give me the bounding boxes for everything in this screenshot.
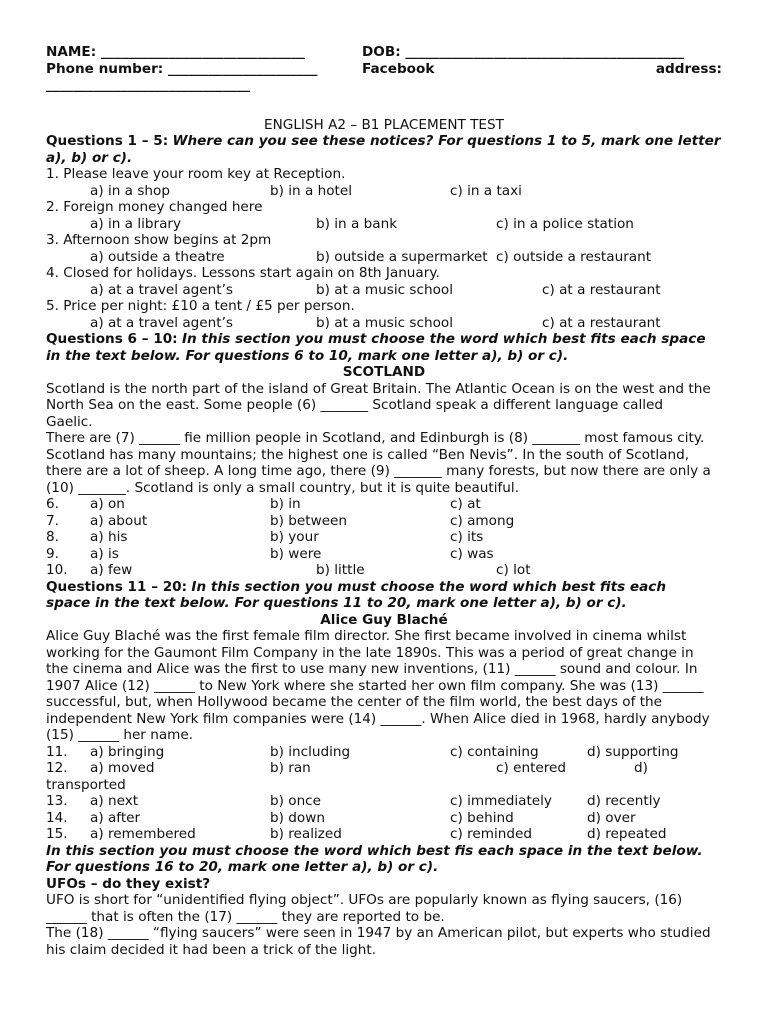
alice-text-line: (15) ______ her name. — [46, 727, 194, 743]
option-c[interactable]: c) was — [450, 545, 494, 562]
option-c[interactable]: c) in a police station — [496, 215, 634, 232]
question-9: 9. a) is b) were c) was — [46, 545, 494, 562]
ufo-text-line: The (18) ______ “flying saucers” were seen in 1947 by an American pilot, but experts who studied — [46, 925, 711, 941]
alice-text-line: independent New York film companies were (14) ______. When Alice died in 1968, hardly anybody — [46, 710, 710, 727]
alice-text-line: Alice Guy Blaché was the first female film director. She first became involved in cinema whilst — [46, 628, 687, 644]
question-3: 3. Afternoon show begins at 2pm — [46, 232, 272, 248]
option-a[interactable]: a) at a travel agent’s — [90, 281, 234, 298]
address-label: address: — [655, 60, 722, 77]
option-c[interactable]: c) at a restaurant — [542, 281, 661, 298]
question-1-options — [46, 183, 722, 200]
section4-instructions: In this section you must choose the word which best fis each space in the text below. — [46, 842, 703, 859]
option-a[interactable]: a) in a shop — [90, 182, 170, 199]
option-a[interactable]: a) moved — [90, 760, 155, 776]
option-b[interactable]: b) in a hotel — [270, 182, 353, 199]
question-12-wrap: transported — [46, 776, 126, 793]
scotland-text-line: North Sea on the east. Some people (6) _______ Scotland speak a different language called — [46, 397, 664, 413]
option-b[interactable]: b) were — [270, 545, 322, 562]
section2-instructions: Questions 6 – 10: In this section you must choose the word which best fits each space — [46, 331, 706, 347]
scotland-text-line: Scotland has many mountains; the highest one is called “Ben Nevis”. In the south of Scotland, — [46, 446, 690, 463]
question-4: 4. Closed for holidays. Lessons start again on 8th January. — [46, 265, 440, 281]
question-8: 8. a) his b) your c) its — [46, 529, 484, 545]
option-c[interactable]: c) lot — [496, 562, 531, 578]
option-c[interactable]: c) containing — [450, 743, 539, 760]
option-b[interactable]: b) little — [316, 562, 365, 578]
option-a[interactable]: a) about — [90, 512, 148, 529]
question-10: 10. a) few b) little c) lot — [46, 562, 531, 578]
option-a[interactable]: a) his — [90, 529, 128, 545]
ufo-text-line: UFO is short for “unidentified flying object”. UFOs are popularly known as flying saucers, (16) — [46, 892, 683, 908]
option-c[interactable]: c) its — [450, 529, 484, 545]
question-2-options — [46, 216, 722, 233]
alice-text-line: the cinema and Alice was the first to use many new inventions, (11) ______ sound and colour. In — [46, 661, 698, 677]
option-a[interactable]: a) next — [90, 793, 139, 809]
option-a[interactable]: a) is — [90, 545, 119, 562]
question-14: 14. a) after b) down c) behind d) over — [46, 809, 636, 826]
scotland-text-line: (10) _______. Scotland is only a small country, but it is quite beautiful. — [46, 479, 520, 496]
scotland-text-line: there are a lot of sheep. A long time ago, there (9) _______ many forests, but now there are only a — [46, 463, 711, 479]
ufo-text-line: ______ that is often the (17) ______ they are reported to be. — [46, 908, 445, 925]
option-c[interactable]: c) entered — [496, 760, 567, 776]
test-title: ENGLISH A2 – B1 PLACEMENT TEST — [264, 116, 504, 133]
question-4-options — [46, 282, 722, 299]
scotland-text-line: Scotland is the north part of the island of Great Britain. The Atlantic Ocean is on the west and the — [46, 380, 711, 397]
ufo-title: UFOs – do they exist? — [46, 875, 211, 892]
option-c[interactable]: c) behind — [450, 809, 514, 826]
address-field[interactable]: ______________________________ — [46, 77, 250, 93]
alice-text-line: 1907 Alice (12) ______ to New York where she started her own film company. She was (13) ______ — [46, 677, 704, 694]
option-d[interactable]: d) supporting — [587, 743, 679, 760]
option-a[interactable]: a) bringing — [90, 743, 165, 760]
ufo-text-line: his claim decided it had been a trick of the light. — [46, 941, 377, 958]
option-b[interactable]: b) including — [270, 743, 351, 760]
option-b[interactable]: b) between — [270, 512, 348, 529]
alice-text-line: working for the Gaumont Film Company in the late 1890s. This was a period of great change in — [46, 644, 694, 661]
question-15: 15. a) remembered b) realized c) reminded d) repeated — [46, 826, 667, 842]
option-a[interactable]: a) after — [90, 809, 141, 826]
option-c[interactable]: c) at — [450, 496, 481, 512]
alice-text-line: successful, but, when Hollywood became the center of the film world, the best days of the — [46, 694, 663, 710]
section1-instructions: Questions 1 – 5: Where can you see these notices? For questions 1 to 5, mark one letter — [46, 133, 721, 149]
option-b[interactable]: b) realized — [270, 826, 342, 842]
scotland-text-line: Gaelic. — [46, 413, 93, 430]
option-b[interactable]: b) in a bank — [316, 215, 398, 232]
option-a[interactable]: a) few — [90, 562, 133, 578]
option-b[interactable]: b) outside a supermarket — [316, 248, 488, 265]
option-d[interactable]: d) recently — [587, 793, 661, 809]
option-a[interactable]: a) on — [90, 496, 125, 512]
question-5-options — [46, 315, 722, 332]
dob-field[interactable]: DOB: _________________________________________ — [362, 44, 685, 60]
option-c[interactable]: c) outside a restaurant — [496, 248, 652, 265]
facebook-label: Facebook — [362, 60, 435, 77]
option-b[interactable]: b) your — [270, 529, 319, 545]
question-7: 7. a) about b) between c) among — [46, 512, 515, 529]
option-a[interactable]: a) outside a theatre — [90, 248, 225, 265]
name-field[interactable]: NAME: ______________________________ — [46, 44, 305, 60]
section3-instructions: Questions 11 – 20: In this section you must choose the word which best fits each — [46, 578, 667, 595]
option-d[interactable]: d) — [634, 760, 648, 776]
question-1: 1. Please leave your room key at Reception. — [46, 166, 346, 182]
option-b[interactable]: b) down — [270, 809, 325, 826]
question-2: 2. Foreign money changed here — [46, 199, 263, 215]
phone-field[interactable]: Phone number: ______________________ — [46, 60, 318, 77]
option-c[interactable]: c) in a taxi — [450, 182, 522, 199]
option-a[interactable]: a) in a library — [90, 215, 182, 232]
question-6: 6. a) on b) in c) at — [46, 496, 481, 512]
option-b[interactable]: b) once — [270, 793, 322, 809]
question-12: 12. a) moved b) ran c) entered d) — [46, 760, 648, 776]
question-13: 13. a) next b) once c) immediately d) recently — [46, 793, 661, 809]
option-b[interactable]: b) at a music school — [316, 281, 453, 298]
option-a[interactable]: a) at a travel agent’s — [90, 314, 234, 331]
option-c[interactable]: c) at a restaurant — [542, 314, 661, 331]
question-3-options — [46, 249, 722, 266]
option-c[interactable]: c) immediately — [450, 793, 552, 809]
option-a[interactable]: a) remembered — [90, 826, 196, 842]
question-5: 5. Price per night: £10 a tent / £5 per person. — [46, 298, 355, 314]
question-11: 11. a) bringing b) including c) containing d) supporting — [46, 743, 679, 760]
option-b[interactable]: b) in — [270, 496, 301, 512]
scotland-text-line: There are (7) ______ fie million people in Scotland, and Edinburgh is (8) _______ most famous city. — [46, 430, 705, 446]
option-d[interactable]: d) repeated — [587, 826, 667, 842]
worksheet-page: NAME: ______________________________ DOB: _________________________________________ Phone number: ______________________ Facebook address: ______________________________ ENGLISH A2 – B1 PLACEMENT TEST Questions 1 – 5: Where can you see these notices? For questions 1 to 5, mark one letter a), b) or c). 1. Please leave your room key at Reception. a) in a shop b) in a hotel c) in a taxi 2. Foreign money changed here a) in a library b) in a bank c) in a police station 3. Afternoon show begins at 2pm a) outside a theatre b) outside a supermarket c) outside a restaurant 4. Closed for holidays. Lessons start again on 8th January. a) at a travel agent’s b) at a music school c) at a restaurant 5. Price per night: £10 a tent / £5 per person. a) at a travel agent’s b) at a music school c) at a restaurant Questions 6 – 10: In this section you must choose the word which best fits each space in the text below. For questions 6 to 10, mark one letter a), b) or c). SCOTLAND Scotland is the north part of the island of Great Britain. The Atlantic Ocean is on the west and the North Sea on the east. Some people (6) _______ Scotland speak a different language called Gaelic. There are (7) ______ fie million people in Scotland, and Edinburgh is (8) _______ most famous city. Scotland has many mountains; the highest one is called “Ben Nevis”. In the south of Scotland, there are a lot of sheep. A long time ago, there (9) _______ many forests, but now there are only a (10) _______. Scotland is only a small country, but it is quite beautiful. 6. a) on b) in c) at 7. a) about b) between c) among 8. a) his b) your c) its 9. a) is b) were c) was 10. a) few b) little c) lot Questions 11 – 20: In this section you must choose the word which best fits each space in the text below. For questions 11 to 20, mark one letter a), b) or c). Alice Guy Blaché Alice Guy Blaché was the first female film director. She first became involved in cinema whilst working for the Gaumont Film Company in the late 1890s. This was a period of great change in the cinema and Alice was the first to use many new inventions, (11) ______ sound and colour. In 1907 Alice (12) ______ to New York where she started her own film company. She was (13) ______ successful, but, when Hollywood became the center of the film world, the best days of the independent New York film companies were (14) ______. When Alice died in 1968, hardly anybody (15) ______ her name. 11. a) bringing b) including c) containing d) supporting 12. a) moved b) ran c) entered d) transported 13. a) next b) once c) immediately d) recently 14. a) after b) down c) behind d) over 15. a) remembered b) realized c) reminded d) repeated In this section you must choose the word which best fis each space in the text below. For questions 16 to 20, mark one letter a), b) or c). UFOs – do they exist? UFO is short for “unidentified flying object”. UFOs are popularly known as flying saucers, (16) ______ that is often the (17) ______ they are reported to be. The (18) ______ “flying saucers” were seen in 1947 by an American pilot, but experts who studied his claim decided it had been a trick of the light. — [46, 44, 722, 958]
scotland-title: SCOTLAND — [342, 364, 426, 380]
option-b[interactable]: b) at a music school — [316, 314, 453, 331]
option-c[interactable]: c) reminded — [450, 826, 533, 842]
header-row-2 — [46, 61, 722, 78]
option-d[interactable]: d) over — [587, 809, 636, 826]
option-b[interactable]: b) ran — [270, 760, 311, 776]
header-row-1 — [46, 44, 722, 61]
alice-title: Alice Guy Blaché — [320, 611, 448, 628]
option-c[interactable]: c) among — [450, 512, 515, 529]
